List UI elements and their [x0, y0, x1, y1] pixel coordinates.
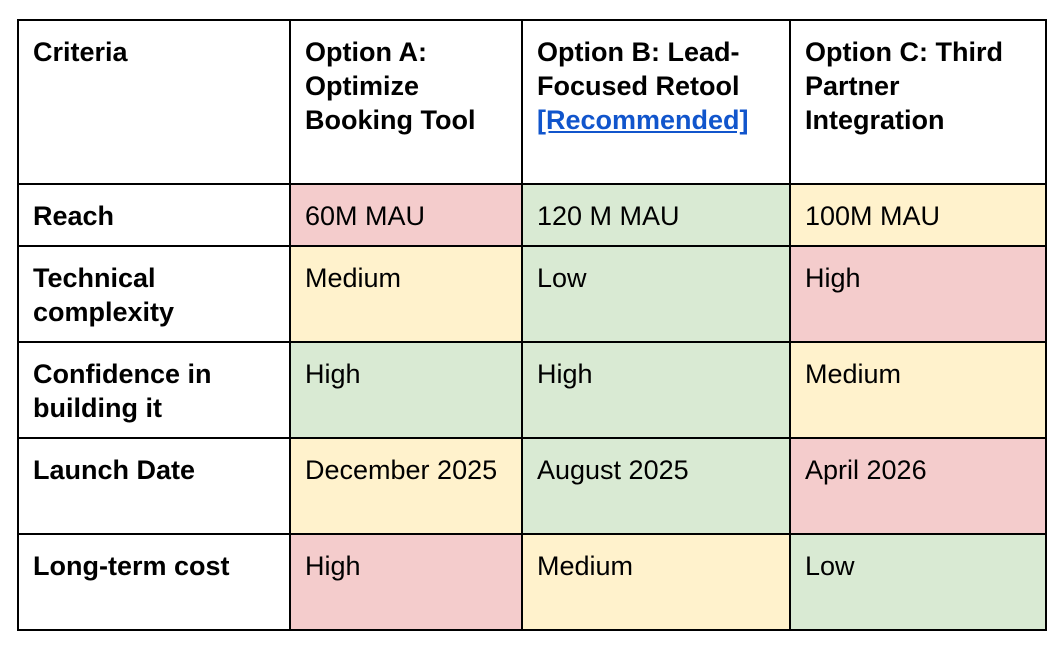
- option-a-cell: December 2025: [290, 438, 522, 534]
- header-option-b: [522, 20, 790, 184]
- header-criteria: Criteria: [18, 20, 290, 184]
- header-option-a: Option A: Optimize Booking Tool: [290, 20, 522, 184]
- option-b-cell: 120 M MAU: [522, 184, 790, 246]
- table-row-reach: [18, 184, 1046, 246]
- option-b-cell: August 2025: [522, 438, 790, 534]
- criteria-cell: Confidence in building it: [18, 342, 290, 438]
- option-a-cell: High: [290, 342, 522, 438]
- table-row-launch-date: [18, 438, 1046, 534]
- criteria-cell: Launch Date: [18, 438, 290, 534]
- header-option-c: Option C: Third Partner Integration: [790, 20, 1046, 184]
- header-option-b-label: Option B: Lead-Focused Retool: [537, 37, 740, 101]
- criteria-cell: Technical complexity: [18, 246, 290, 342]
- option-b-cell: Low: [522, 246, 790, 342]
- option-c-cell: Low: [790, 534, 1046, 630]
- recommended-link[interactable]: [Recommended]: [537, 105, 749, 135]
- table-row-confidence: [18, 342, 1046, 438]
- criteria-cell: Reach: [18, 184, 290, 246]
- option-a-cell: High: [290, 534, 522, 630]
- option-c-cell: April 2026: [790, 438, 1046, 534]
- option-b-cell: High: [522, 342, 790, 438]
- option-a-cell: 60M MAU: [290, 184, 522, 246]
- criteria-cell: Long-term cost: [18, 534, 290, 630]
- option-c-cell: 100M MAU: [790, 184, 1046, 246]
- option-b-cell: Medium: [522, 534, 790, 630]
- option-a-cell: Medium: [290, 246, 522, 342]
- comparison-table-container: [17, 19, 1045, 639]
- option-c-cell: High: [790, 246, 1046, 342]
- option-c-cell: Medium: [790, 342, 1046, 438]
- table-row-technical-complexity: [18, 246, 1046, 342]
- comparison-table: [17, 19, 1047, 631]
- header-row: [18, 20, 1046, 184]
- table-row-long-term-cost: [18, 534, 1046, 630]
